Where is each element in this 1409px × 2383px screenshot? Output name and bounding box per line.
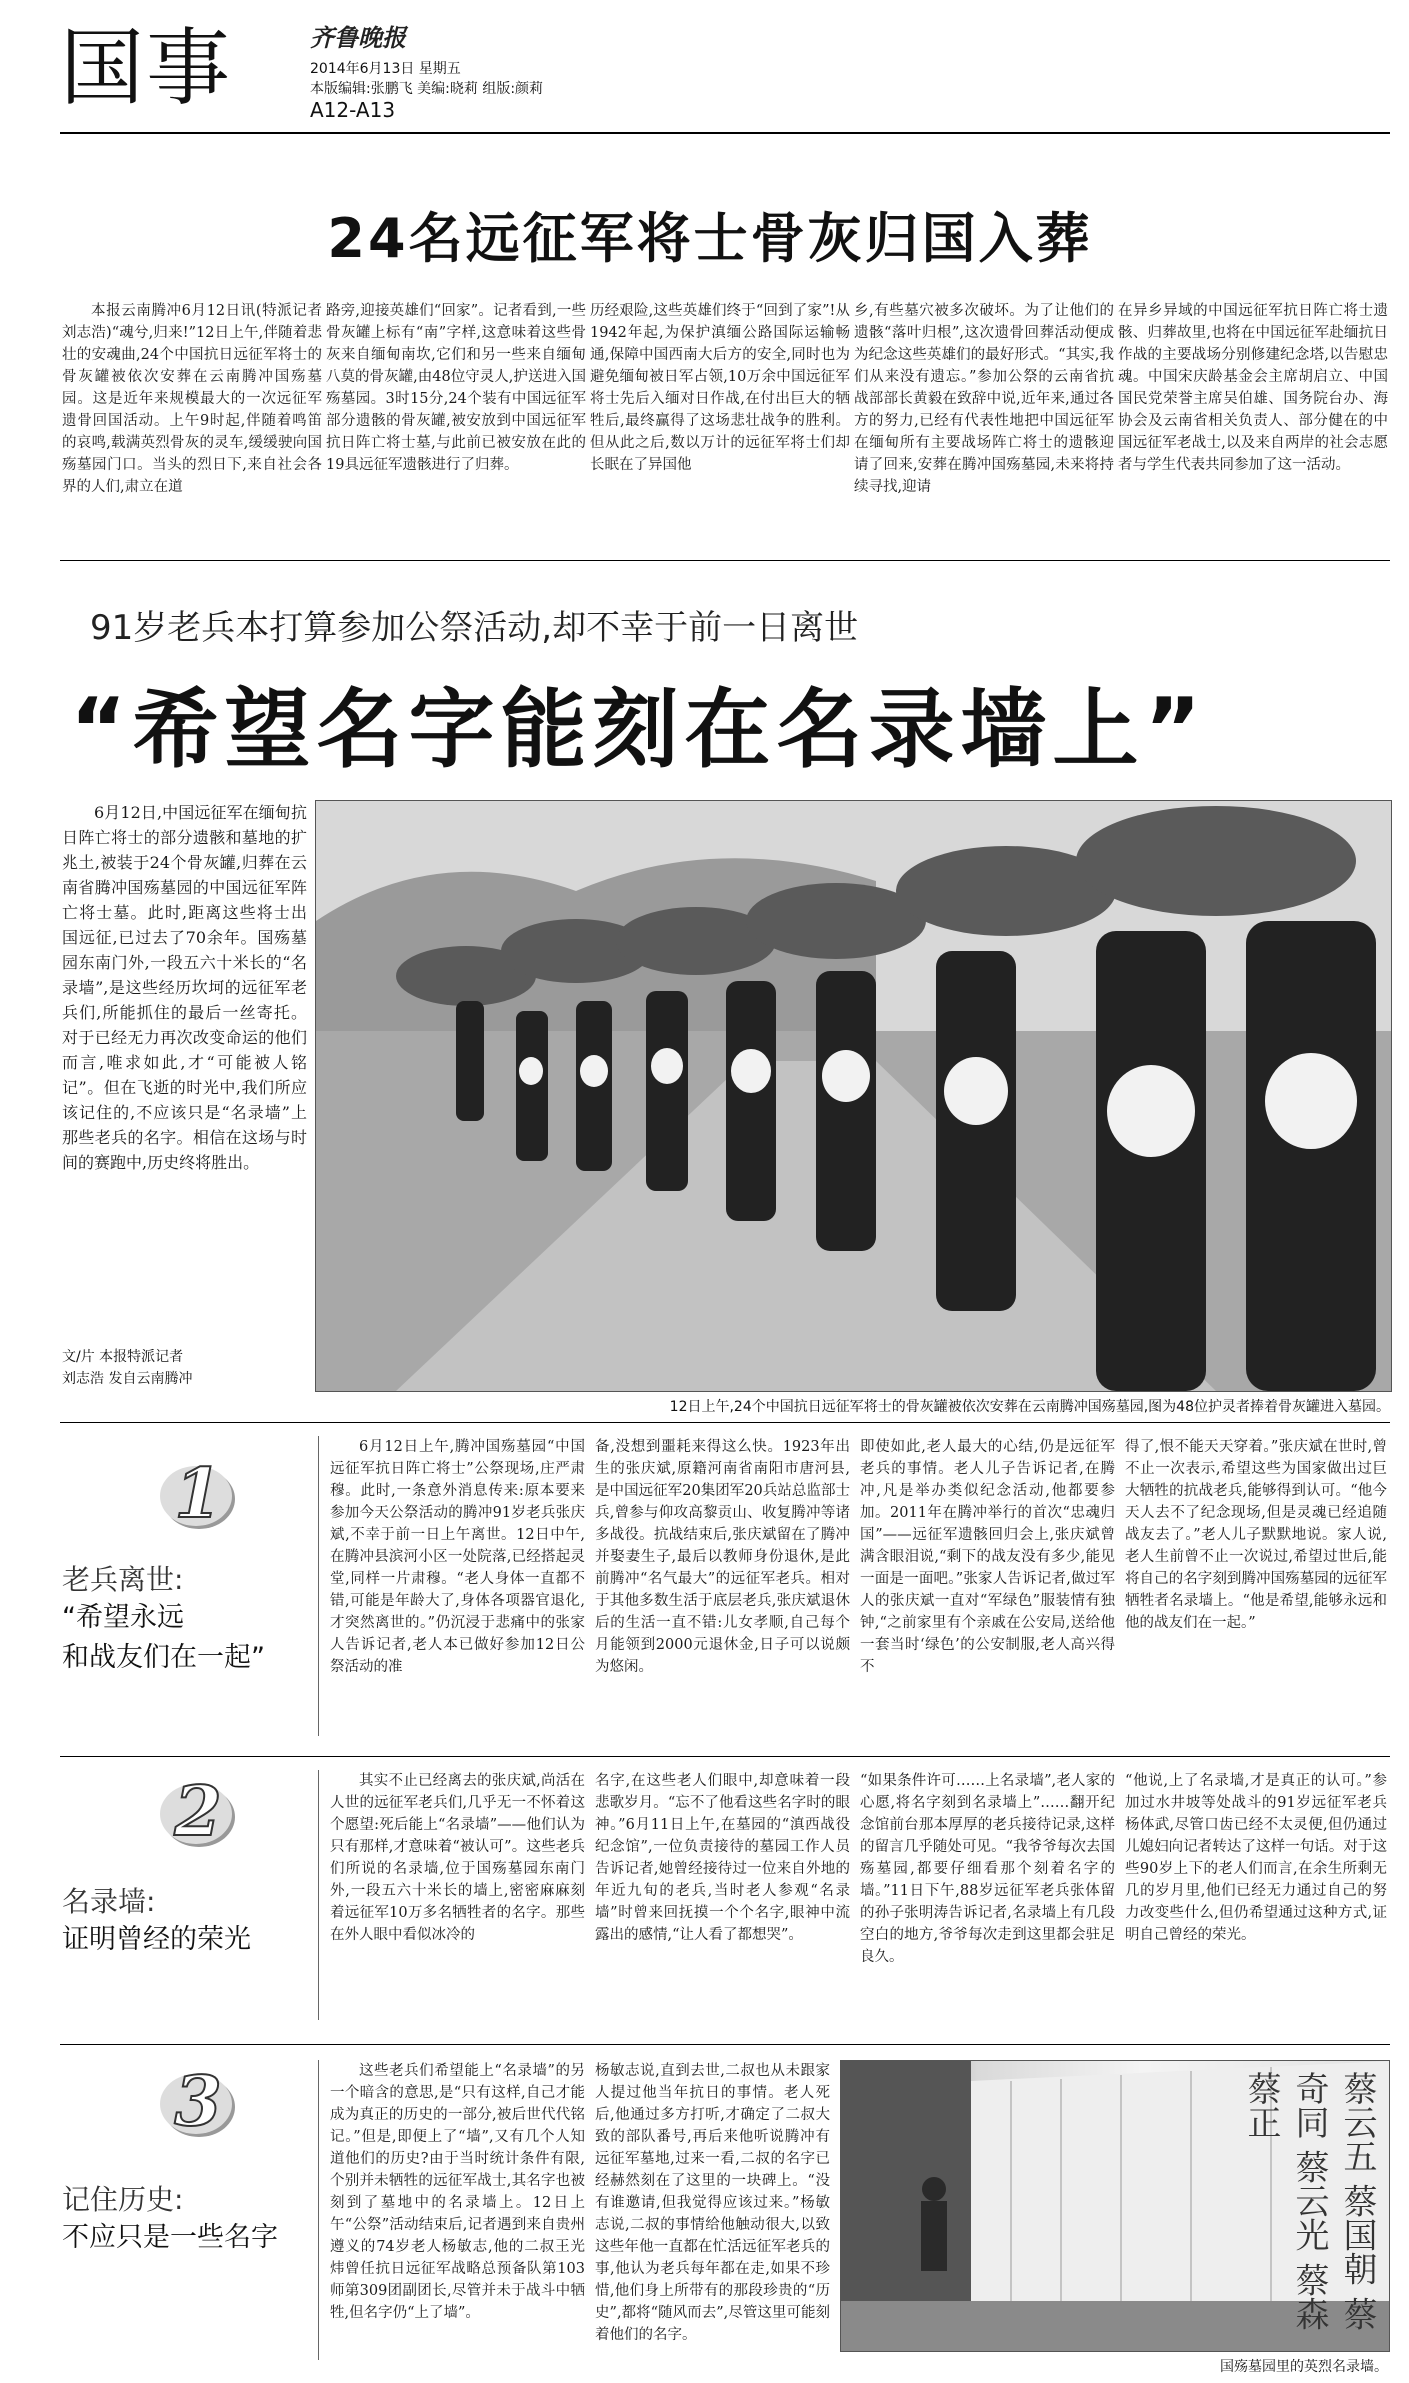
editor-credits: 本版编辑:张鹏飞 美编:晓莉 组版:颜莉 bbox=[310, 81, 544, 97]
story2-byline-1: 文/片 本报特派记者 bbox=[62, 1349, 184, 1365]
section-2-col3: “如果条件许可……上名录墙”,老人家的心愿,将名字刻到名录墙上”……翻开纪念馆前台那本厚厚的老兵接待记录,这样的留言几乎随处可见。“我爷爷每次去国殇墓园,都要仔细看那个刻着名字的墙。”11日下午,88岁远征军老兵张体留的孙子张明涛告诉记者,名录墙上有几段空白的地方,爷爷每次走到这里都会驻足良久。 bbox=[860, 1773, 1115, 1965]
section-2-bottom-rule bbox=[60, 2044, 1390, 2045]
section-1-subtitle-line2: 和战友们在一起” bbox=[62, 1642, 265, 1673]
section-1-col1: 6月12日上午,腾冲国殇墓园“中国远征军抗日阵亡将士”公祭现场,庄严肃穆。此时,一条意外消息传来:原本要来参加今天公祭活动的腾冲91岁老兵张庆斌,不幸于前一日上午离世。12日中午,在腾冲县滨河小区一处院落,已经搭起灵堂,同样一片肃穆。“老人身体一直都不错,可能是年龄大了,身体各项器官退化,才突然离世的。”仍沉浸于悲痛中的张家人告诉记者,老人本已做好参加12日公祭活动的准 bbox=[330, 1439, 585, 1675]
story2-kicker: 91岁老兵本打算参加公祭活动,却不幸于前一日离世 bbox=[90, 608, 859, 648]
story1-col5: 在异乡异域的中国远征军抗日阵亡将士遗骸、归葬故里,也将在中国远征军赴缅抗日作战的主要战场分别修建纪念塔,以告慰忠魂。中国宋庆龄基金会主席胡启立、中国国民党荣誉主席吴伯雄、国务院台办、海协会及云南省相关负责人、部分健在的中国远征军老战士,以及来自两岸的社会志愿者与学生代表共同参加了这一活动。 bbox=[1118, 303, 1388, 473]
section-1-number: 1 bbox=[174, 1454, 222, 1534]
section-1-title: 老兵离世: bbox=[62, 1563, 184, 1596]
story1-bottom-rule bbox=[60, 560, 1390, 561]
procession-photo bbox=[315, 800, 1392, 1392]
story2-byline-2: 刘志浩 发自云南腾冲 bbox=[62, 1371, 193, 1387]
section-3-col1: 这些老兵们希望能上“名录墙”的另一个暗含的意思,是“只有这样,自己才能成为真正的历史的一部分,被后世代代铭记。”但是,即便上了“墙”,又有几个人知道他们的历史?由于当时统计条件有限,个别并未牺牲的远征军战士,其名字也被刻到了墓地中的名录墙上。12日上午“公祭”活动结束后,记者遇到来自贵州遵义的74岁老人杨敏志,他的二叔王光炜曾任抗日远征军战略总预备队第103师第309团副团长,尽管并未于战斗中牺牲,但名字仍“上了墙”。 bbox=[330, 2063, 585, 2321]
section-1-col3: 即使如此,老人最大的心结,仍是远征军老兵的事情。老人儿子告诉记者,在腾冲,凡是举办类似纪念活动,他都要参加。2011年在腾冲举行的首次“忠魂归国”——远征军遗骸回归会上,张庆斌曾满含眼泪说,“剩下的战友没有多少,能见一面是一面吧。”张家人告诉记者,做过军人的张庆斌一直对“军绿色”服装情有独钟,“之前家里有个亲戚在公安局,送给他一套当时‘绿色’的公安制服,老人高兴得不 bbox=[860, 1439, 1115, 1675]
story1-col4: 乡,有些墓穴被多次破坏。为了让他们的遗骸“落叶归根”,这次遗骨回葬活动便成为纪念这些英雄们的最好形式。“其实,我们从来没有遗忘。”参加公祭的云南省抗战部部长黄毅在致辞中说,近年来,通过各方的努力,已经有代表性地把中国远征军在缅甸所有主要战场阵亡将士的遗骸迎请了回来,安葬在腾冲国殇墓园,未来将持续寻找,迎请 bbox=[854, 303, 1114, 495]
section-1-subtitle-line1: “希望永远 bbox=[62, 1602, 184, 1633]
procession-illustration bbox=[316, 801, 1391, 1391]
section-2-col2: 名字,在这些老人们眼中,却意味着一段悲歌岁月。“忘不了他看这些名字时的眼神。”6月11日上午,在墓园的“滇西战役纪念馆”,一位负责接待的墓园工作人员告诉记者,她曾经接待过一位来自外地的年近九旬的老兵,当时老人参观“名录墙”时曾来回抚摸一个个名字,眼神中流露出的感情,“让人看了都想哭”。 bbox=[595, 1773, 850, 1943]
story1-col2: 路旁,迎接英雄们“回家”。记者看到,一些骨灰罐上标有“南”字样,这意味着这些骨灰来自缅甸南坎,它们和另一些来自缅甸八莫的骨灰罐,由48位守灵人,护送进入国殇墓园。3时15分,24个装有中国远征军部分遗骸的骨灰罐,被安放到中国远征军抗日阵亡将士墓,与此前已被安放在此的19具远征军遗骸进行了归葬。 bbox=[326, 303, 586, 473]
section-3-subtitle: 不应只是一些名字 bbox=[62, 2222, 278, 2253]
section-1-number-badge bbox=[150, 1454, 246, 1534]
section-3-number-badge bbox=[150, 2062, 246, 2142]
section-2-col4: “他说,上了名录墙,才是真正的认可。”参加过水井坡等处战斗的91岁远征军老兵杨体武,尽管口齿已经不太灵便,但仍通过儿媳妇向记者转达了这样一句话。对于这些90岁上下的老人们而言,在余生所剩无几的岁月里,他们已经无力通过自己的努力改变些什么,但仍希望通过这种方式,证明自己曾经的荣光。 bbox=[1125, 1773, 1387, 1943]
section-1-bottom-rule bbox=[60, 1756, 1390, 1757]
section-2-subtitle: 证明曾经的荣光 bbox=[62, 1924, 251, 1955]
section-3-number: 3 bbox=[174, 2062, 222, 2142]
section-2-number-badge bbox=[150, 1772, 246, 1852]
name-wall-text: 蔡云五 蔡国朝 蔡奇同 蔡云光 蔡森 蔡正 bbox=[1241, 2071, 1377, 2331]
section-3-divider bbox=[318, 2060, 319, 2360]
section-2-col1: 其实不止已经离去的张庆斌,尚活在人世的远征军老兵们,几乎无一不怀着这个愿望:死后能上“名录墙”——他们认为只有那样,才意味着“被认可”。这些老兵们所说的名录墙,位于国殇墓园东南门外,一段五六十米长的墙上,密密麻麻刻着远征军10万多名牺牲者的名字。那些在外人眼中看似冰冷的 bbox=[330, 1773, 585, 1943]
section-2-title: 名录墙: bbox=[62, 1885, 156, 1918]
procession-photo-caption: 12日上午,24个中国抗日远征军将士的骨灰罐被依次安葬在云南腾冲国殇墓园,图为48位护灵者捧着骨灰罐进入墓园。 bbox=[669, 1399, 1390, 1415]
story2-intro: 6月12日,中国远征军在缅甸抗日阵亡将士的部分遗骸和墓地的扩兆土,被装于24个骨灰罐,归葬在云南省腾冲国殇墓园的中国远征军阵亡将士墓。此时,距离这些将士出国远征,已过去了70余年。国殇墓园东南门外,一段五六十米长的“名录墙”,是这些经历坎坷的远征军老兵们,所能抓住的最后一丝寄托。对于已经无力再次改变命运的他们而言,唯求如此,才“可能被人铭记”。但在飞逝的时光中,我们所应该记住的,不应该只是“名录墙”上那些老兵的名字。相信在这场与时间的赛跑中,历史终将胜出。 bbox=[62, 803, 307, 1172]
section-1-col2: 备,没想到噩耗来得这么快。1923年出生的张庆斌,原籍河南省南阳市唐河县,是中国远征军20集团军20兵站总监部士兵,曾参与仰攻高黎贡山、收复腾冲等诸多战役。抗战结束后,张庆斌留在了腾冲并娶妻生子,最后以教师身份退休,是此前腾冲“名气最大”的远征军老兵。相对于其他多数生活于底层老兵,张庆斌退休后的生活一直不错:儿女孝顺,自己每个月能领到2000元退休金,日子可以说颇为悠闲。 bbox=[595, 1439, 850, 1675]
story1-col1: 本报云南腾冲6月12日讯(特派记者 刘志浩)“魂兮,归来!”12日上午,伴随着悲壮的安魂曲,24个中国抗日远征军将士的骨灰罐被依次安葬在云南腾冲国殇墓园。这是近年来规模最大的一次远征军遗骨回国活动。上午9时起,伴随着鸣笛的哀鸣,载满英烈骨灰的灵车,缓缓驶向国殇墓园门口。当头的烈日下,来自社会各界的人们,肃立在道 bbox=[62, 303, 322, 495]
story1-headline: 24名远征军将士骨灰归国入葬 bbox=[327, 207, 1093, 270]
story1-col3: 历经艰险,这些英雄们终于“回到了家”!从1942年起,为保护滇缅公路国际运输畅通,保障中国西南大后方的安全,同时也为避免缅甸被日军占领,10万余中国远征军将士先后入缅对日作战,在付出巨大的牺牲后,最终赢得了这场悲壮战争的胜利。但从此之后,数以万计的远征军将士们却长眠在了异国他 bbox=[590, 303, 850, 473]
section-title: 国事 bbox=[60, 19, 233, 117]
header-rule bbox=[60, 132, 1390, 134]
newspaper-logo: 齐鲁晚报 bbox=[310, 23, 406, 52]
section-2-divider bbox=[318, 1770, 319, 2020]
page-range: A12-A13 bbox=[310, 98, 396, 122]
section-3-col2: 杨敏志说,直到去世,二叔也从未跟家人提过他当年抗日的事情。老人死后,他通过多方打听,才确定了二叔大致的部队番号,再后来他听说腾冲有远征军墓地,过来一看,二叔的名字已经赫然刻在了这里的一块碑上。“没有谁邀请,但我觉得应该过来。”杨敏志说,二叔的事情给他触动很大,以致这些年他一直都在忙活远征军老兵的事,他认为老兵每年都在走,如果不珍惜,他们身上所带有的那段珍贵的“历史”,都将“随风而去”,尽管这里可能刻着他们的名字。 bbox=[595, 2063, 830, 2343]
section-2-number: 2 bbox=[174, 1772, 222, 1852]
section-3-title: 记住历史: bbox=[62, 2183, 184, 2216]
issue-date: 2014年6月13日 星期五 bbox=[310, 61, 461, 77]
story2-bottom-rule bbox=[60, 1422, 1390, 1423]
name-wall-photo bbox=[840, 2060, 1390, 2352]
section-1-divider bbox=[318, 1436, 319, 1736]
story2-headline: “希望名字能刻在名录墙上” bbox=[70, 680, 1208, 780]
section-1-col4: 得了,恨不能天天穿着。”张庆斌在世时,曾不止一次表示,希望这些为国家做出过巨大牺牲的抗战老兵,能够得到认可。“他今天人去不了纪念现场,但是灵魂已经追随战友去了。”老人儿子默默地说。家人说,老人生前曾不止一次说过,希望过世后,能将自己的名字刻到腾冲国殇墓园的远征军牺牲者名录墙上。“他是希望,能够永远和他的战友们在一起。” bbox=[1125, 1439, 1387, 1631]
name-wall-caption: 国殇墓园里的英烈名录墙。 bbox=[1220, 2359, 1388, 2375]
